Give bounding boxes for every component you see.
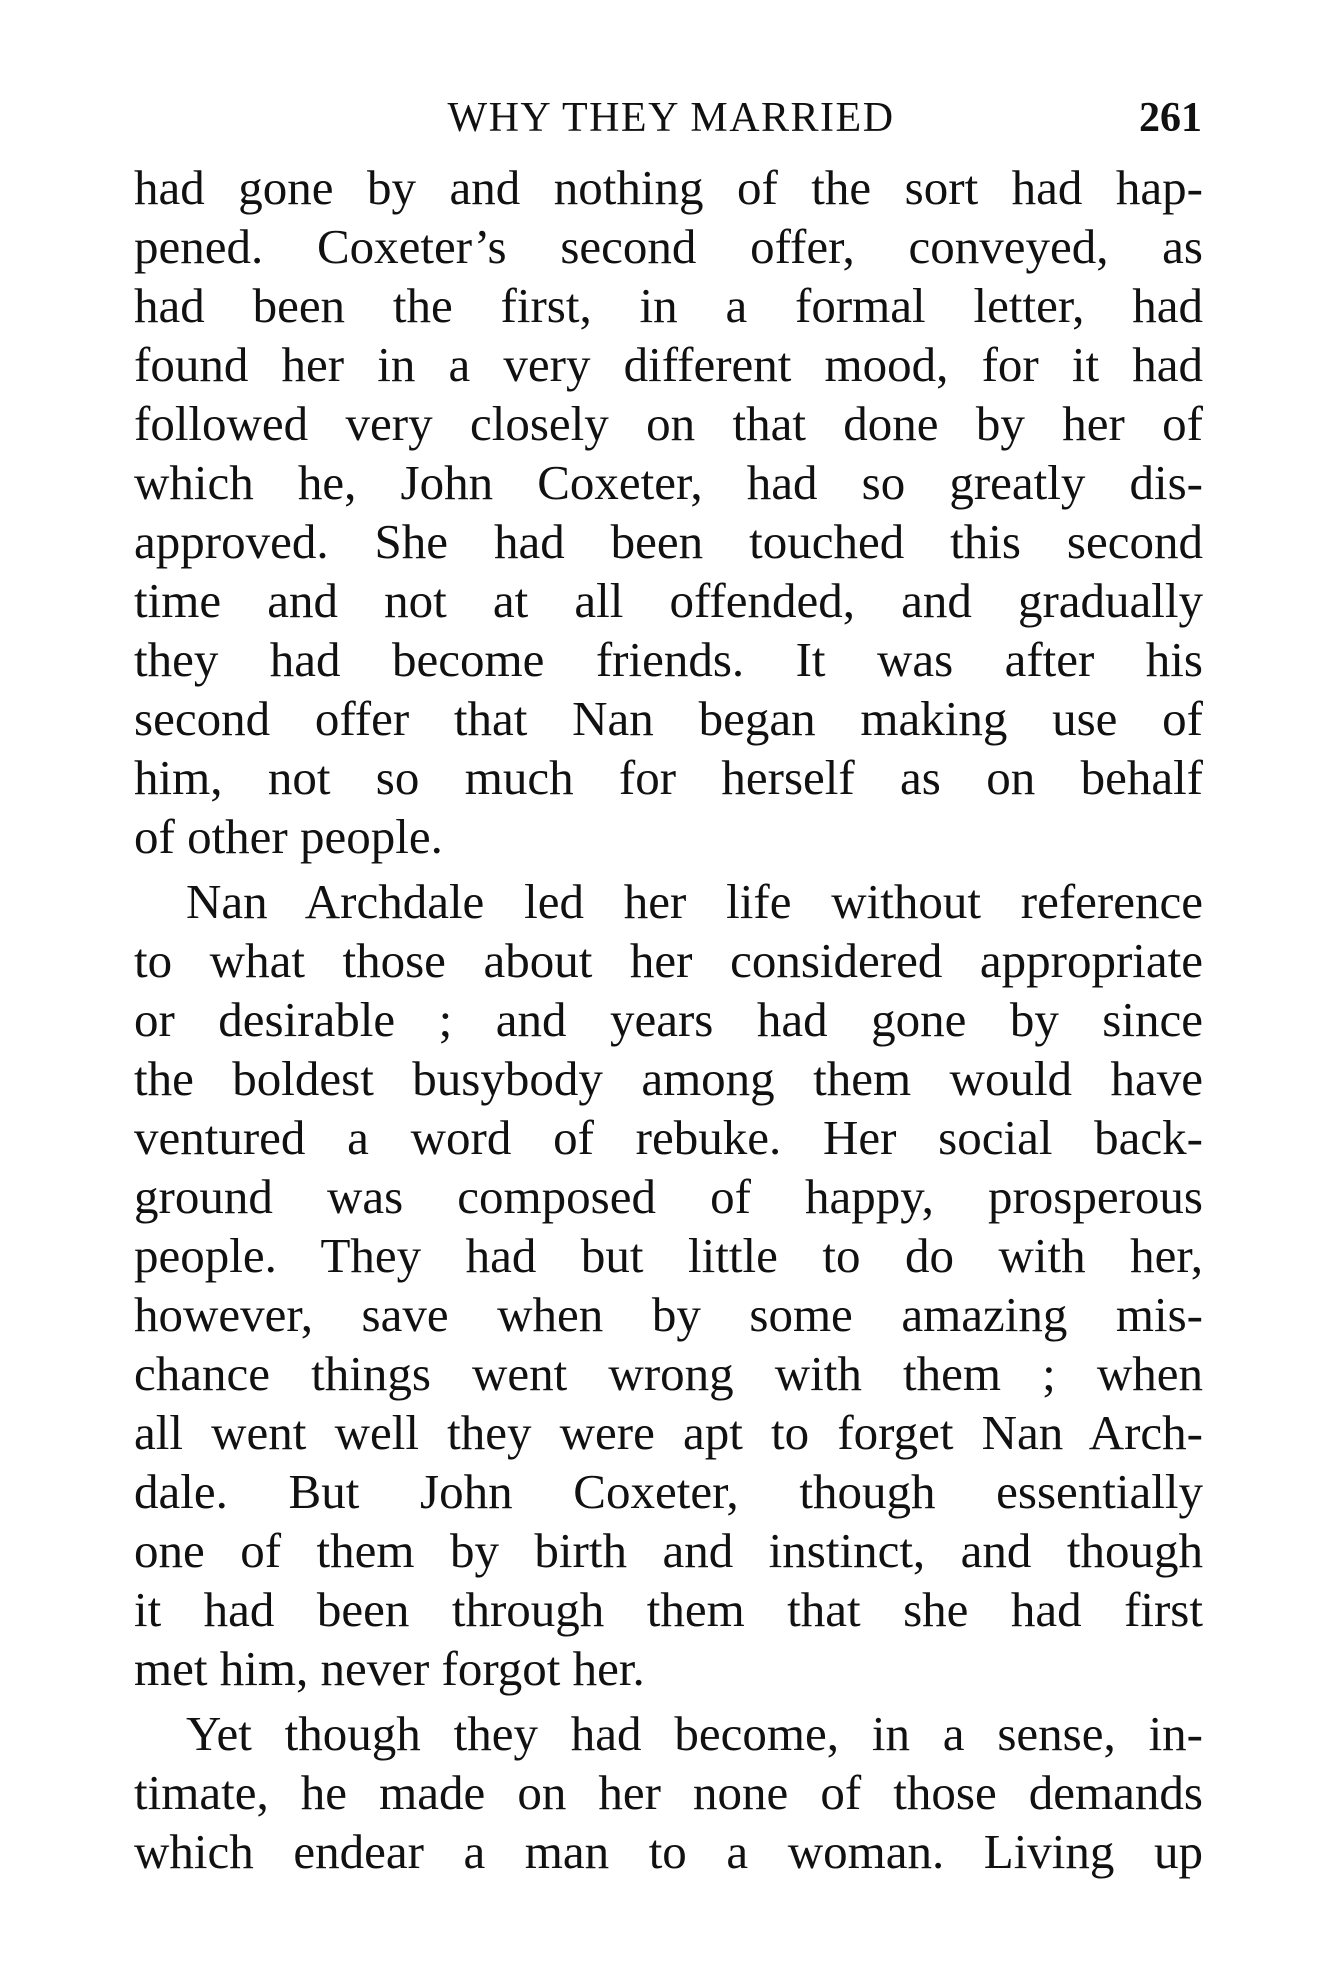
text-line: chance things went wrong with them ; when (134, 1346, 1203, 1401)
text-line: him, not so much for herself as on behalf (134, 750, 1203, 805)
page-number: 261 (1139, 95, 1202, 141)
text-line: ground was composed of happy, prosperous (134, 1169, 1203, 1224)
text-line: approved. She had been touched this second (134, 514, 1203, 569)
text-line: met him, never forgot her. (134, 1641, 645, 1696)
body-text (134, 158, 1203, 1881)
text-line: one of them by birth and instinct, and though (134, 1523, 1203, 1578)
running-head (140, 88, 1202, 148)
text-line: second offer that Nan began making use of (134, 691, 1203, 746)
text-line: timate, he made on her none of those demands (134, 1765, 1203, 1820)
text-line: it had been through them that she had first (134, 1582, 1203, 1637)
text-line: of other people. (134, 809, 443, 864)
text-line: all went well they were apt to forget Nan Arch- (134, 1405, 1203, 1460)
text-line: Nan Archdale led her life without reference (186, 874, 1203, 929)
text-line: however, save when by some amazing mis- (134, 1287, 1203, 1342)
text-line: found her in a very different mood, for it had (134, 337, 1203, 392)
running-title: WHY THEY MARRIED (447, 95, 895, 141)
text-line: they had become friends. It was after his (134, 632, 1203, 687)
text-line: ventured a word of rebuke. Her social back- (134, 1110, 1203, 1165)
text-line: the boldest busybody among them would have (134, 1051, 1203, 1106)
text-line: to what those about her considered appropriate (134, 933, 1203, 988)
text-line: time and not at all offended, and gradually (134, 573, 1203, 628)
text-line: Yet though they had become, in a sense, in- (186, 1706, 1203, 1761)
text-line: followed very closely on that done by her of (134, 396, 1203, 451)
text-line: people. They had but little to do with her, (134, 1228, 1203, 1283)
text-line: pened. Coxeter’s second offer, conveyed, as (134, 219, 1203, 274)
text-line: had gone by and nothing of the sort had hap- (134, 160, 1203, 215)
paragraph (134, 158, 1203, 866)
text-line: which he, John Coxeter, had so greatly dis- (134, 455, 1203, 510)
paragraph (134, 872, 1203, 1698)
text-line: or desirable ; and years had gone by since (134, 992, 1203, 1047)
paragraph (134, 1704, 1203, 1881)
text-line: had been the first, in a formal letter, had (134, 278, 1203, 333)
text-line: dale. But John Coxeter, though essentially (134, 1464, 1203, 1519)
text-line: which endear a man to a woman. Living up (134, 1824, 1203, 1879)
